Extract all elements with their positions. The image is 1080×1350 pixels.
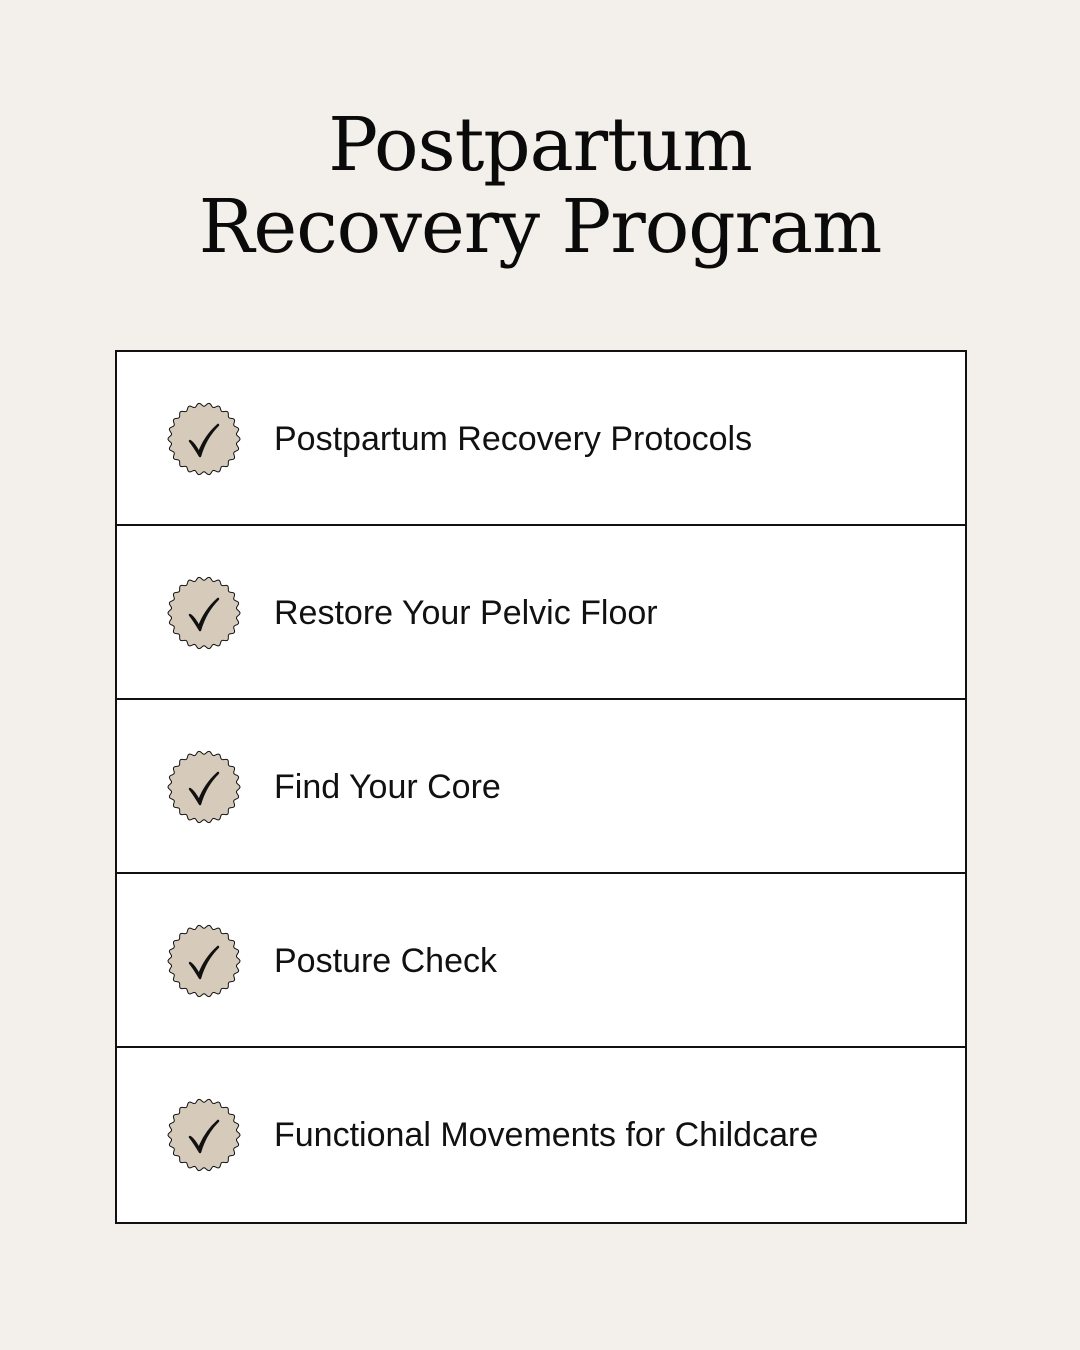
check-badge-icon	[165, 922, 243, 1000]
check-badge-icon	[165, 748, 243, 826]
checklist-item-label: Restore Your Pelvic Floor	[274, 594, 658, 632]
checklist-row	[117, 1048, 965, 1222]
checklist-row	[117, 874, 965, 1048]
checklist-row	[117, 352, 965, 526]
page-title-line-2: Recovery Program	[198, 184, 882, 270]
checklist-item-label: Posture Check	[274, 942, 497, 980]
checklist-table	[115, 350, 967, 1224]
check-badge-icon	[165, 400, 243, 478]
page-title	[0, 104, 1080, 268]
checklist-item-label: Postpartum Recovery Protocols	[274, 420, 753, 458]
checklist-item-label: Find Your Core	[274, 768, 501, 806]
checklist-row	[117, 700, 965, 874]
checklist-item-label: Functional Movements for Childcare	[274, 1116, 819, 1154]
checklist-row	[117, 526, 965, 700]
check-badge-icon	[165, 574, 243, 652]
page-title-line-1: Postpartum	[328, 102, 752, 188]
check-badge-icon	[165, 1096, 243, 1174]
